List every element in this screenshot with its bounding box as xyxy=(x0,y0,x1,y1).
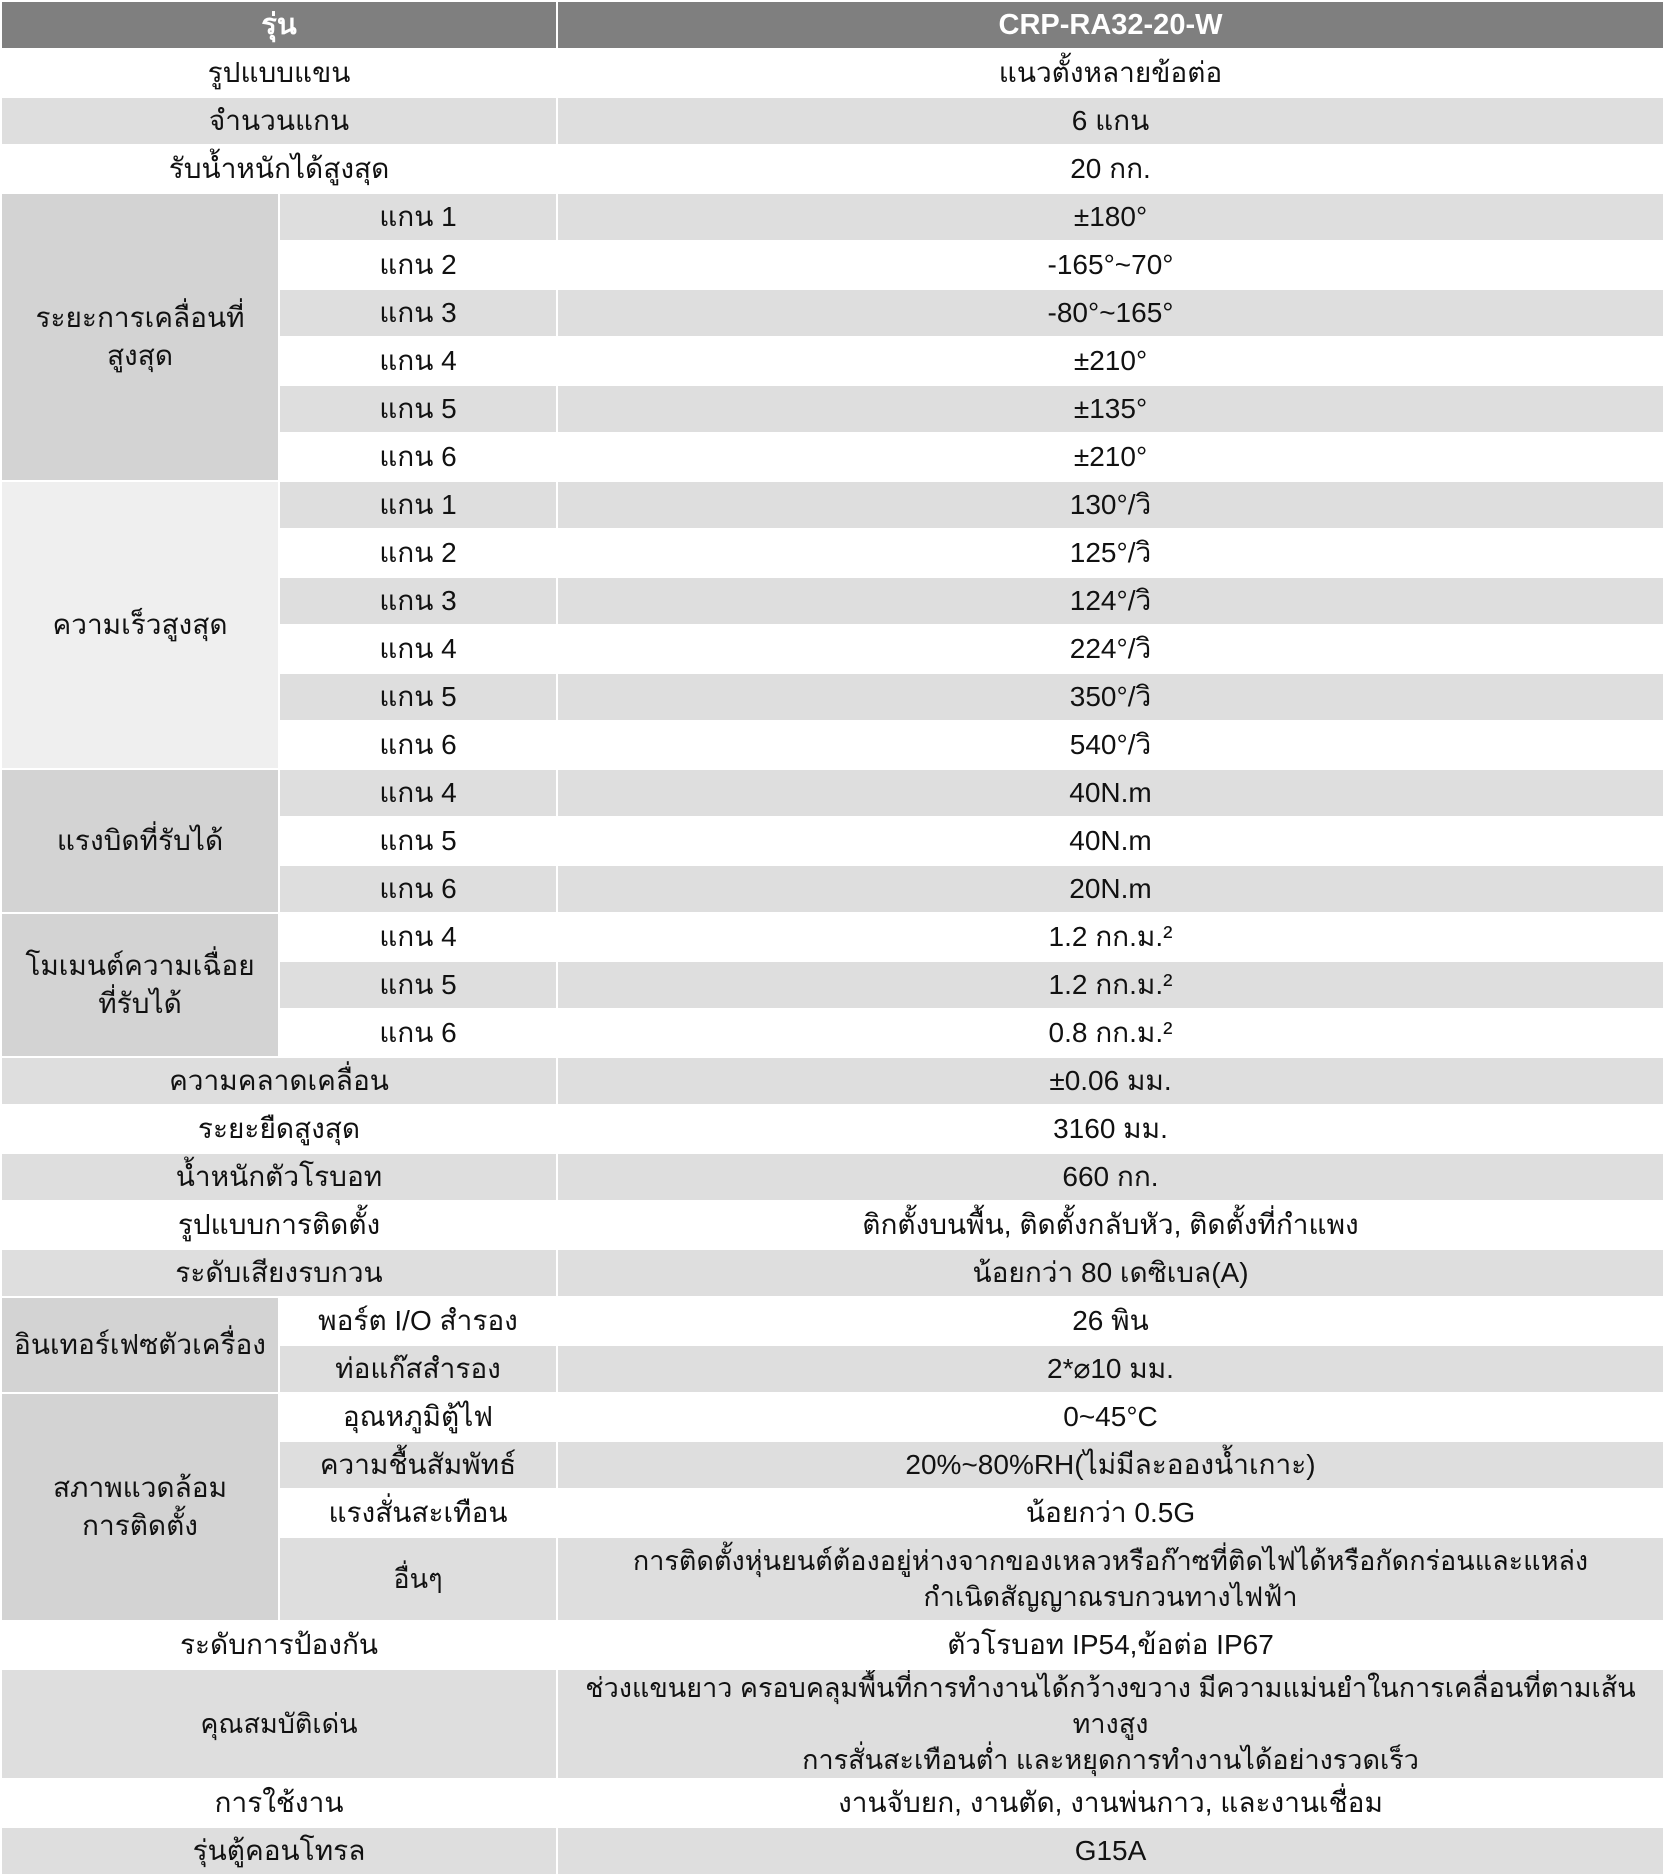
table-row xyxy=(1,1201,1663,1249)
inertia-label xyxy=(1,913,279,1057)
axis-value: 540°/วิ xyxy=(557,721,1663,769)
noise-label: ระดับเสียงรบกวน xyxy=(1,1249,557,1297)
table-row xyxy=(1,145,1663,193)
applications-label: การใช้งาน xyxy=(1,1779,557,1827)
axis-value: 40N.m xyxy=(557,769,1663,817)
table-row xyxy=(1,1153,1663,1201)
axis-label: แกน 3 xyxy=(279,289,557,337)
table-row xyxy=(1,481,1663,529)
axis-label: แกน 5 xyxy=(279,817,557,865)
max-payload-label: รับน้ำหนักได้สูงสุด xyxy=(1,145,557,193)
interface-value: 2*⌀10 มม. xyxy=(557,1345,1663,1393)
protection-value: ตัวโรบอท IP54,ข้อต่อ IP67 xyxy=(557,1621,1663,1669)
table-row xyxy=(1,1669,1663,1779)
table-row xyxy=(1,769,1663,817)
axes-count-label: จำนวนแกน xyxy=(1,97,557,145)
table-row xyxy=(1,1105,1663,1153)
model-label: รุ่น xyxy=(1,1,557,49)
controller-value: G15A xyxy=(557,1827,1663,1875)
table-row xyxy=(1,1393,1663,1441)
axis-label: แกน 4 xyxy=(279,337,557,385)
max-reach-value: 3160 มม. xyxy=(557,1105,1663,1153)
axis-value: ±210° xyxy=(557,433,1663,481)
controller-label: รุ่นตู้คอนโทรล xyxy=(1,1827,557,1875)
axis-value: 125°/วิ xyxy=(557,529,1663,577)
environment-item: แรงสั่นสะเทือน xyxy=(279,1489,557,1537)
axis-value: 350°/วิ xyxy=(557,673,1663,721)
axis-label: แกน 6 xyxy=(279,865,557,913)
axis-label: แกน 3 xyxy=(279,577,557,625)
axis-value: ±180° xyxy=(557,193,1663,241)
repeatability-label: ความคลาดเคลื่อน xyxy=(1,1057,557,1105)
features-line1: ช่วงแขนยาว ครอบคลุมพื้นที่การทำงานได้กว้างขวาง มีความแม่นยำในการเคลื่อนที่ตามเส้นทางสูง xyxy=(585,1673,1636,1739)
header-row xyxy=(1,1,1663,49)
table-row xyxy=(1,97,1663,145)
axis-label: แกน 4 xyxy=(279,913,557,961)
interface-item: ท่อแก๊สสำรอง xyxy=(279,1345,557,1393)
repeatability-value: ±0.06 มม. xyxy=(557,1057,1663,1105)
table-row xyxy=(1,1057,1663,1105)
environment-item: ความชื้นสัมพัทธ์ xyxy=(279,1441,557,1489)
table-row xyxy=(1,1621,1663,1669)
axis-value: -80°~165° xyxy=(557,289,1663,337)
axis-value: 1.2 กก.ม.² xyxy=(557,961,1663,1009)
max-reach-label: ระยะยืดสูงสุด xyxy=(1,1105,557,1153)
motion-range-label-line1: ระยะการเคลื่อนที่ xyxy=(35,302,245,333)
axis-label: แกน 5 xyxy=(279,961,557,1009)
features-line2: การสั่นสะเทือนต่ำ และหยุดการทำงานได้อย่างรวดเร็ว xyxy=(802,1745,1419,1775)
robot-weight-label: น้ำหนักตัวโรบอท xyxy=(1,1153,557,1201)
features-label: คุณสมบัติเด่น xyxy=(1,1669,557,1779)
axis-value: 20N.m xyxy=(557,865,1663,913)
table-row xyxy=(1,913,1663,961)
axis-label: แกน 2 xyxy=(279,241,557,289)
inertia-label-line1: โมเมนต์ความเฉื่อย xyxy=(25,950,255,981)
table-row xyxy=(1,49,1663,97)
interface-value: 26 พิน xyxy=(557,1297,1663,1345)
applications-value: งานจับยก, งานตัด, งานพ่นกาว, และงานเชื่อม xyxy=(557,1779,1663,1827)
environment-label xyxy=(1,1393,279,1621)
noise-value: น้อยกว่า 80 เดซิเบล(A) xyxy=(557,1249,1663,1297)
torque-label: แรงบิดที่รับได้ xyxy=(1,769,279,913)
table-row xyxy=(1,1827,1663,1875)
axis-value: 0.8 กก.ม.² xyxy=(557,1009,1663,1057)
table-row xyxy=(1,193,1663,241)
robot-weight-value: 660 กก. xyxy=(557,1153,1663,1201)
max-payload-value: 20 กก. xyxy=(557,145,1663,193)
axis-label: แกน 5 xyxy=(279,385,557,433)
model-value: CRP-RA32-20-W xyxy=(557,1,1663,49)
axis-label: แกน 1 xyxy=(279,481,557,529)
axis-value: ±135° xyxy=(557,385,1663,433)
axis-label: แกน 4 xyxy=(279,769,557,817)
environment-other-line2: กำเนิดสัญญาณรบกวนทางไฟฟ้า xyxy=(923,1582,1298,1612)
environment-label-line2: การติดตั้ง xyxy=(82,1510,198,1541)
motion-range-label xyxy=(1,193,279,481)
inertia-label-line2: ที่รับได้ xyxy=(98,988,182,1019)
table-row xyxy=(1,1249,1663,1297)
axis-label: แกน 4 xyxy=(279,625,557,673)
axis-value: 130°/วิ xyxy=(557,481,1663,529)
interface-label: อินเทอร์เฟซตัวเครื่อง xyxy=(1,1297,279,1393)
environment-value: 0~45°C xyxy=(557,1393,1663,1441)
table-row xyxy=(1,1297,1663,1345)
axis-label: แกน 6 xyxy=(279,1009,557,1057)
environment-value: 20%~80%RH(ไม่มีละอองน้ำเกาะ) xyxy=(557,1441,1663,1489)
environment-other-value xyxy=(557,1537,1663,1621)
features-value xyxy=(557,1669,1663,1779)
interface-item: พอร์ต I/O สำรอง xyxy=(279,1297,557,1345)
axis-value: 40N.m xyxy=(557,817,1663,865)
arm-type-label: รูปแบบแขน xyxy=(1,49,557,97)
axes-count-value: 6 แกน xyxy=(557,97,1663,145)
axis-label: แกน 6 xyxy=(279,433,557,481)
axis-value: 124°/วิ xyxy=(557,577,1663,625)
mounting-label: รูปแบบการติดตั้ง xyxy=(1,1201,557,1249)
environment-other-line1: การติดตั้งหุ่นยนต์ต้องอยู่ห่างจากของเหลวหรือก๊าซที่ติดไฟได้หรือกัดกร่อนและแหล่ง xyxy=(632,1546,1589,1576)
environment-item: อุณหภูมิตู้ไฟ xyxy=(279,1393,557,1441)
arm-type-value: แนวตั้งหลายข้อต่อ xyxy=(557,49,1663,97)
protection-label: ระดับการป้องกัน xyxy=(1,1621,557,1669)
axis-value: -165°~70° xyxy=(557,241,1663,289)
environment-other-item: อื่นๆ xyxy=(279,1537,557,1621)
environment-value: น้อยกว่า 0.5G xyxy=(557,1489,1663,1537)
axis-label: แกน 6 xyxy=(279,721,557,769)
table-row xyxy=(1,1779,1663,1827)
environment-label-line1: สภาพแวดล้อม xyxy=(52,1472,228,1503)
axis-label: แกน 1 xyxy=(279,193,557,241)
max-speed-label: ความเร็วสูงสุด xyxy=(1,481,279,769)
axis-value: 1.2 กก.ม.² xyxy=(557,913,1663,961)
axis-label: แกน 2 xyxy=(279,529,557,577)
axis-label: แกน 5 xyxy=(279,673,557,721)
motion-range-label-line2: สูงสุด xyxy=(106,340,174,371)
axis-value: ±210° xyxy=(557,337,1663,385)
axis-value: 224°/วิ xyxy=(557,625,1663,673)
mounting-value: ติกตั้งบนพื้น, ติดตั้งกลับหัว, ติดตั้งที่กำแพง xyxy=(557,1201,1663,1249)
